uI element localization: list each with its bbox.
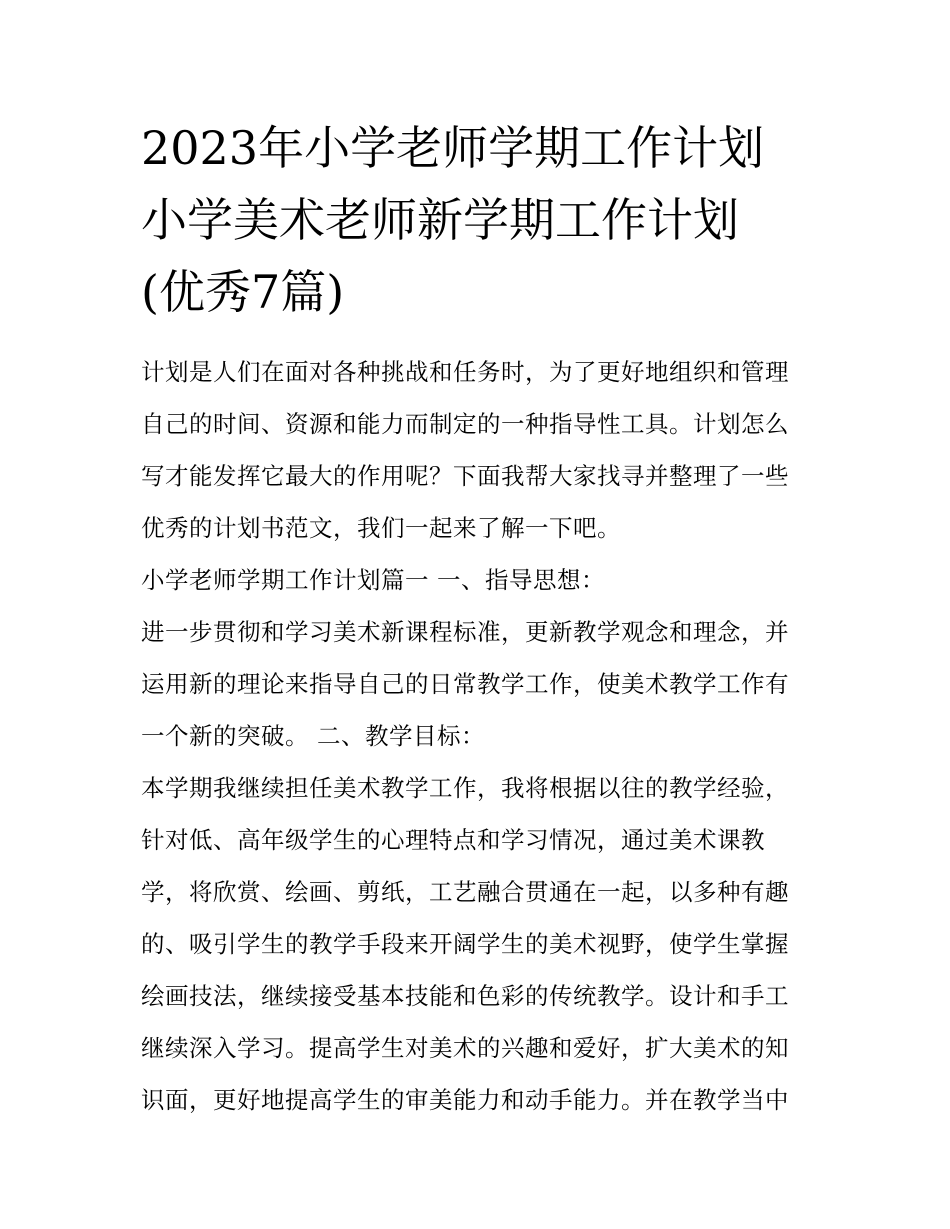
document-page — [141, 112, 813, 1126]
text-line: 识面，更好地提高学生的审美能力和动手能力。并在教学当中 — [141, 1086, 789, 1114]
paragraph-intro — [141, 346, 813, 554]
paragraph-teaching-goals — [141, 762, 813, 1126]
text-line: 绘画技法，继续接受基本技能和色彩的传统教学。设计和手工 — [141, 982, 789, 1010]
text-line: 的、吸引学生的教学手段来开阔学生的美术视野，使学生掌握 — [141, 930, 789, 958]
title-line-3: (优秀7篇) — [141, 265, 345, 319]
text-line: 针对低、高年级学生的心理特点和学习情况，通过美术课教 — [141, 826, 765, 854]
title-line-1: 2023年小学老师学期工作计划 — [141, 121, 765, 175]
text-line: 写才能发挥它最大的作用呢？下面我帮大家找寻并整理了一些 — [141, 462, 789, 490]
text-line: 进一步贯彻和学习美术新课程标准，更新教学观念和理念，并 — [141, 618, 789, 646]
paragraph-section-heading — [141, 554, 813, 606]
text-line: 小学老师学期工作计划篇一 一、指导思想： — [141, 566, 605, 594]
text-line: 自己的时间、资源和能力而制定的一种指导性工具。计划怎么 — [141, 410, 789, 438]
text-line: 学，将欣赏、绘画、剪纸，工艺融合贯通在一起，以多种有趣 — [141, 878, 789, 906]
text-line: 一个新的突破。 二、教学目标： — [141, 722, 485, 750]
title-line-2: 小学美术老师新学期工作计划 — [141, 193, 739, 247]
text-line: 本学期我继续担任美术教学工作，我将根据以往的教学经验， — [141, 774, 789, 802]
text-line: 优秀的计划书范文，我们一起来了解一下吧。 — [141, 514, 621, 542]
text-line: 运用新的理论来指导自己的日常教学工作，使美术教学工作有 — [141, 670, 789, 698]
document-body — [141, 346, 813, 1126]
document-title — [141, 112, 813, 328]
paragraph-guiding-thought — [141, 606, 813, 762]
text-line: 继续深入学习。提高学生对美术的兴趣和爱好，扩大美术的知 — [141, 1034, 789, 1062]
text-line: 计划是人们在面对各种挑战和任务时，为了更好地组织和管理 — [141, 358, 789, 386]
